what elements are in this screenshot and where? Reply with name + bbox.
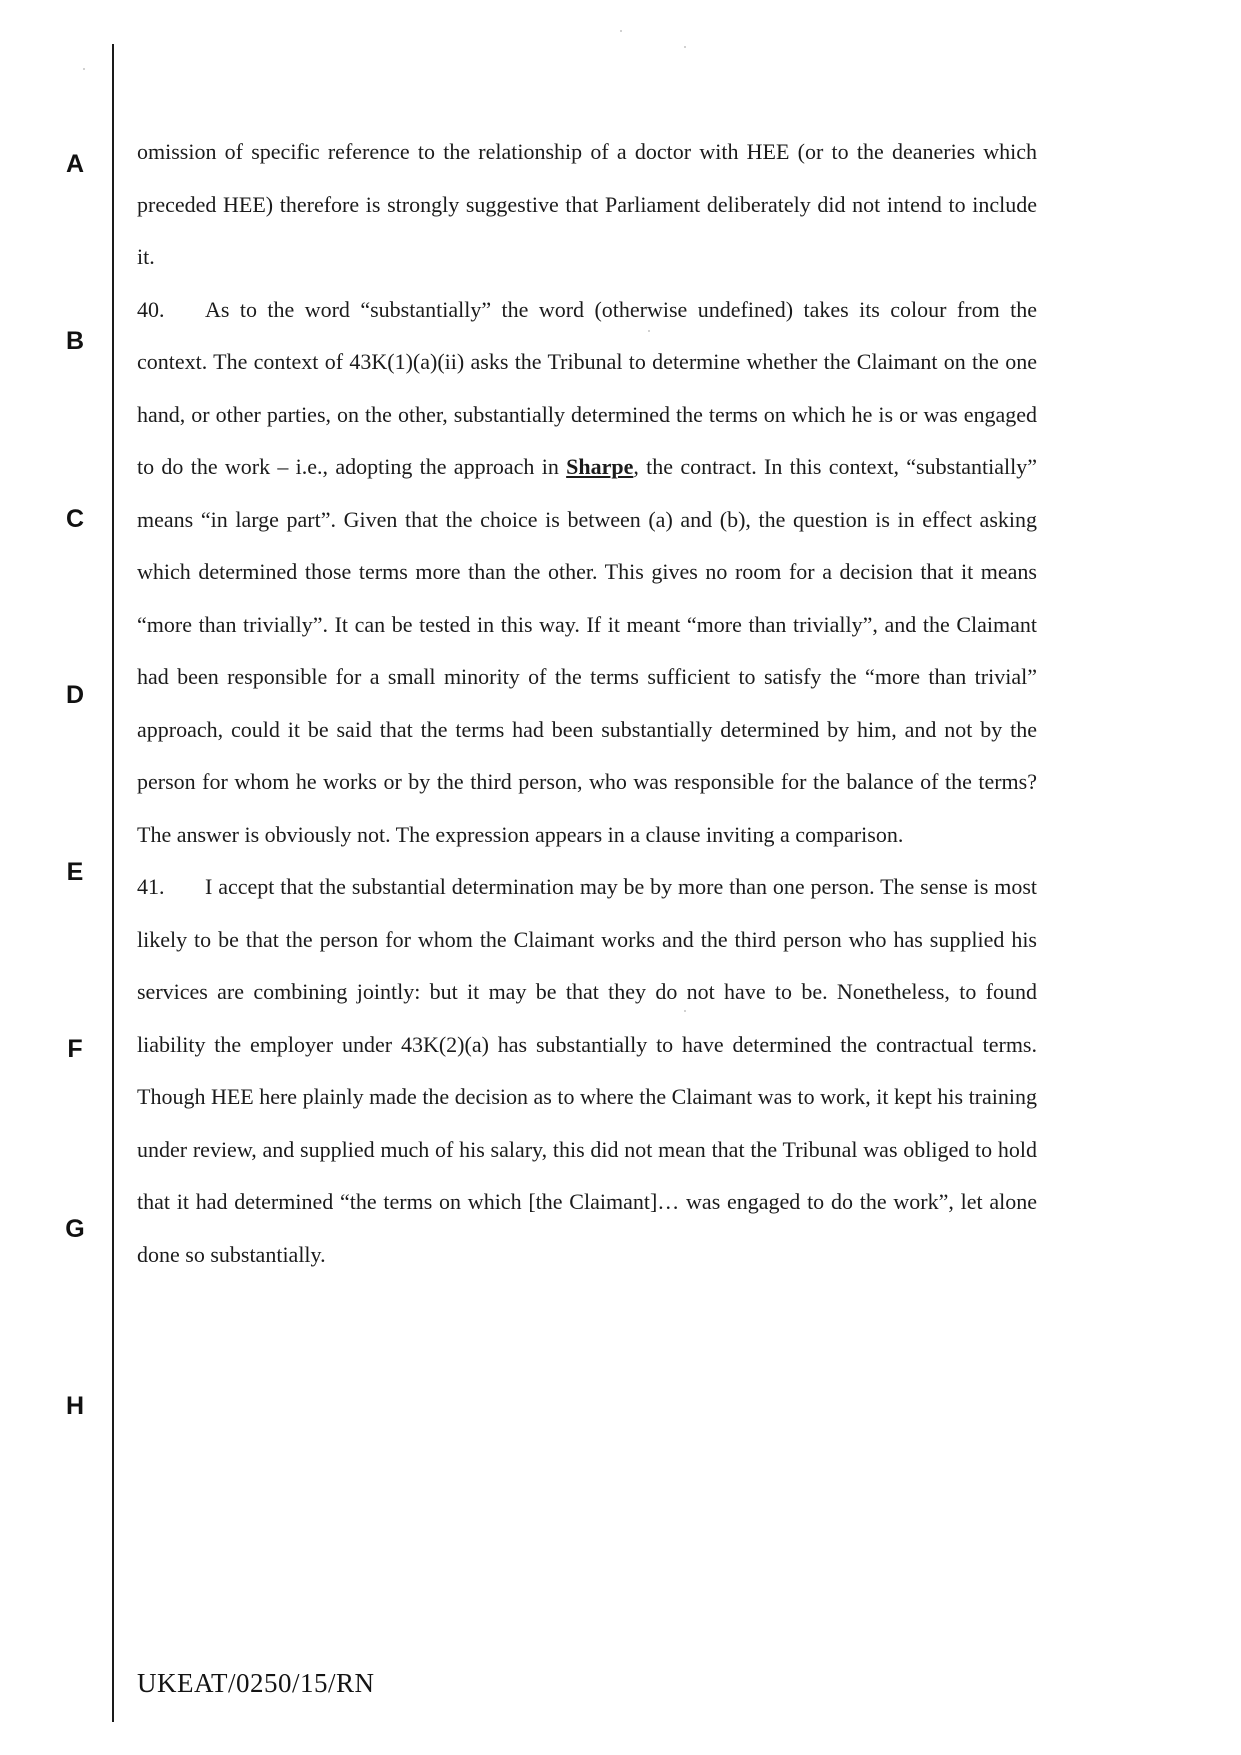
paragraph-40-number: 40. xyxy=(137,296,165,322)
margin-letter-g: G xyxy=(65,1215,85,1243)
paragraph-41-number: 41. xyxy=(137,874,165,899)
scan-speck xyxy=(620,30,622,32)
case-citation-sharpe: Sharpe xyxy=(566,454,634,479)
paragraph-41-text: I accept that the substantial determination may be by more than one person. The sense is most likely to be that the person for whom the Claimant works and the third person who has supplied his services are combining jointly: but it may be that they do not have to be. Nonetheless, to found liability the employer under 43K(2)(a) has substantially to have determined the contractual terms. Though HEE here plainly made the decision as to where the Claimant was to work, it kept his training under review, and supplied much of his salary, this did not mean that the Tribunal was obliged to hold that it had determined “the terms on which [the Claimant]… was engaged to do the work”, let alone done so substantially. xyxy=(137,874,1037,1267)
paragraph-intro-continuation xyxy=(137,126,1037,284)
scan-speck xyxy=(83,68,85,70)
margin-letter-a: A xyxy=(65,150,85,178)
margin-letter-d: D xyxy=(65,681,85,709)
paragraph-40-text-after-citation: , the contract. In this context, “substantially” means “in large part”. Given that the choice is between (a) and (b), the question is in effect asking which determined those terms more than the other. This gives no room for a decision that it means “more than trivially”. It can be tested in this way. If it meant “more than trivially”, and the Claimant had been responsible for a small minority of the terms sufficient to satisfy the “more than trivial” approach, could it be said that the terms had been substantially determined by him, and not by the person for whom he works or by the third person, who was responsible for the balance of the terms? The answer is obviously not. The expression appears in a clause inviting a comparison. xyxy=(137,454,1037,847)
judgment-body-text xyxy=(137,126,1037,1281)
margin-letter-b: B xyxy=(65,327,85,355)
scan-speck xyxy=(648,330,650,332)
margin-letter-f: F xyxy=(67,1035,83,1063)
margin-letter-c: C xyxy=(65,505,85,533)
margin-vertical-rule xyxy=(112,44,114,1722)
margin-letter-e: E xyxy=(66,858,84,886)
margin-letter-h: H xyxy=(65,1392,85,1420)
paragraph-41 xyxy=(137,861,1037,1281)
paragraph-40 xyxy=(137,284,1037,862)
case-reference: UKEAT/0250/15/RN xyxy=(137,1668,375,1698)
scan-speck xyxy=(684,46,686,48)
scan-speck xyxy=(684,1010,686,1012)
paragraph-40-text-before-citation: As to the word “substantially” the word (otherwise undefined) takes its colour from the context. The context of 43K(1)(a)(ii) asks the Tribunal to determine whether the Claimant on the one hand, or other parties, on the other, substantially determined the terms on which he is or was engaged to do the work – i.e., adopting the approach in xyxy=(137,296,1037,479)
paragraph-intro-text: omission of specific reference to the relationship of a doctor with HEE (or to the deaneries which preceded HEE) therefore is strongly suggestive that Parliament deliberately did not intend to include it. xyxy=(137,139,1037,269)
